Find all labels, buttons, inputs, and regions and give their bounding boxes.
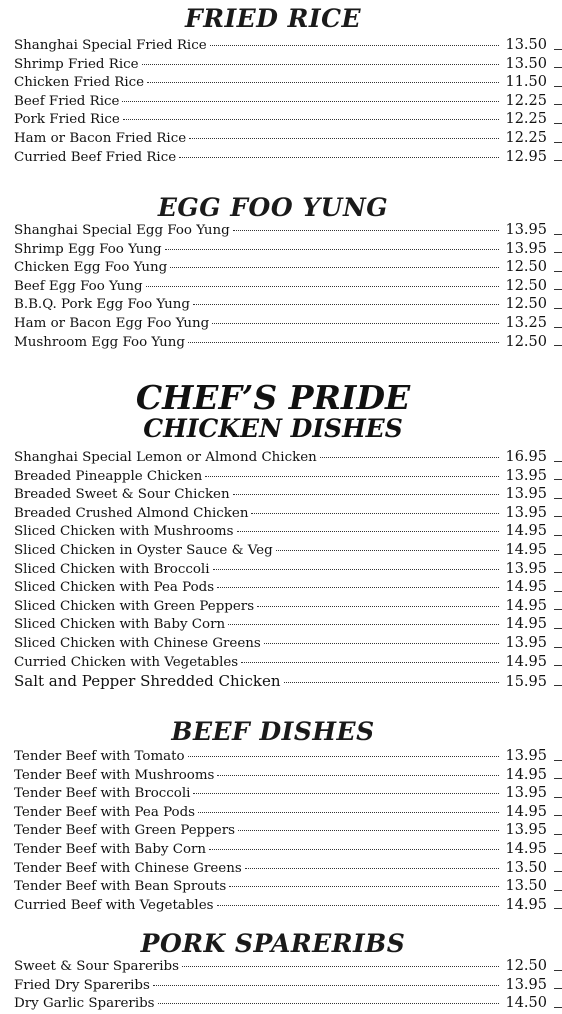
- item-name: Breaded Pineapple Chicken: [14, 468, 203, 484]
- section-chefs-pride: [14, 378, 562, 691]
- dot-leader: [182, 966, 499, 967]
- item-price: 12.50: [505, 958, 547, 974]
- item-name: Curried Beef with Vegetables: [14, 897, 214, 913]
- item-name: Tender Beef with Bean Sprouts: [14, 879, 227, 895]
- price-tick: [554, 515, 562, 517]
- dot-leader: [320, 457, 499, 458]
- menu-item: [14, 504, 562, 523]
- menu-item: [14, 994, 562, 1013]
- dot-leader: [198, 812, 499, 813]
- menu-item: [14, 671, 562, 691]
- price-tick: [554, 777, 562, 779]
- item-price: 13.95: [505, 222, 547, 238]
- menu-item: [14, 258, 562, 277]
- menu-item: [14, 314, 562, 333]
- dot-leader: [179, 157, 499, 158]
- price-tick: [554, 987, 562, 989]
- item-name: Tender Beef with Mushrooms: [14, 767, 215, 783]
- dot-leader: [142, 64, 499, 65]
- price-tick: [554, 759, 562, 761]
- dot-leader: [170, 267, 499, 268]
- price-tick: [554, 870, 562, 872]
- dot-leader: [233, 230, 499, 231]
- item-price: 14.95: [505, 541, 547, 558]
- item-name: Beef Fried Rice: [14, 93, 120, 109]
- dot-leader: [165, 249, 499, 250]
- price-tick: [554, 307, 562, 309]
- item-name: Salt and Pepper Shredded Chicken: [14, 672, 281, 691]
- price-tick: [554, 814, 562, 816]
- menu-item: [14, 448, 562, 467]
- price-tick: [554, 969, 562, 971]
- item-price: 12.50: [505, 277, 547, 294]
- price-tick: [554, 270, 562, 272]
- dot-leader: [188, 342, 499, 343]
- item-name: Mushroom Egg Foo Yung: [14, 334, 185, 350]
- dot-leader: [193, 304, 499, 305]
- item-list: [14, 957, 562, 1013]
- section-fried-rice: [14, 6, 562, 166]
- dot-leader: [158, 1003, 499, 1004]
- menu-item: [14, 877, 562, 896]
- dot-leader: [233, 494, 499, 495]
- item-name: Shanghai Special Egg Foo Yung: [14, 223, 230, 238]
- item-price: 13.50: [505, 878, 547, 895]
- dot-leader: [205, 476, 499, 477]
- menu-item: [14, 747, 562, 766]
- item-price: 14.95: [505, 597, 547, 614]
- dot-leader: [188, 756, 499, 757]
- item-name: Fried Dry Spareribs: [14, 977, 150, 993]
- price-tick: [554, 571, 562, 573]
- menu-item: [14, 467, 562, 486]
- section-pork-spareribs: [14, 931, 562, 1013]
- item-name: Curried Chicken with Vegetables: [14, 654, 239, 670]
- item-name: Tender Beef with Tomato: [14, 749, 185, 764]
- item-name: Dry Garlic Spareribs: [14, 996, 155, 1012]
- price-tick: [554, 608, 562, 610]
- item-price: 12.50: [505, 296, 547, 313]
- item-name: Shanghai Special Lemon or Almond Chicken: [14, 450, 317, 465]
- item-name: B.B.Q. Pork Egg Foo Yung: [14, 297, 190, 313]
- dot-leader: [153, 985, 499, 986]
- price-tick: [554, 122, 562, 124]
- item-price: 13.95: [505, 748, 547, 764]
- price-tick: [554, 889, 562, 891]
- menu-item: [14, 634, 562, 653]
- item-name: Tender Beef with Chinese Greens: [14, 860, 242, 876]
- item-price: 13.95: [505, 467, 547, 484]
- price-tick: [554, 627, 562, 629]
- menu-item: [14, 784, 562, 803]
- menu-item: [14, 240, 562, 259]
- price-tick: [554, 251, 562, 253]
- menu-item: [14, 221, 562, 240]
- price-tick: [554, 159, 562, 161]
- price-tick: [554, 1006, 562, 1008]
- dot-leader: [257, 606, 499, 607]
- menu-item: [14, 295, 562, 314]
- price-tick: [554, 534, 562, 536]
- section-title: PORK SPARERIBS: [140, 929, 406, 958]
- dot-leader: [193, 793, 499, 794]
- item-name: Shrimp Fried Rice: [14, 56, 139, 72]
- section-title: BEEF DISHES: [171, 717, 375, 746]
- dot-leader: [217, 775, 499, 776]
- item-price: 16.95: [505, 449, 547, 465]
- menu-item: [14, 560, 562, 579]
- item-price: 12.50: [505, 259, 547, 276]
- item-price: 13.95: [505, 976, 547, 993]
- dot-leader: [237, 531, 500, 532]
- dot-leader: [238, 830, 499, 831]
- menu-item: [14, 129, 562, 148]
- item-price: 14.95: [505, 616, 547, 633]
- item-price: 12.25: [505, 92, 547, 109]
- item-price: 13.95: [505, 486, 547, 503]
- item-name: Sliced Chicken in Oyster Sauce & Veg: [14, 542, 273, 558]
- dot-leader: [122, 101, 499, 102]
- menu-item: [14, 859, 562, 878]
- dot-leader: [229, 886, 499, 887]
- dot-leader: [213, 569, 500, 570]
- item-name: Shrimp Egg Foo Yung: [14, 241, 162, 257]
- price-tick: [554, 66, 562, 68]
- dot-leader: [146, 286, 499, 287]
- item-price: 11.50: [505, 74, 547, 91]
- item-name: Sliced Chicken with Green Peppers: [14, 598, 255, 614]
- item-name: Breaded Crushed Almond Chicken: [14, 505, 249, 521]
- section-beef-dishes: [14, 719, 562, 914]
- item-price: 13.95: [505, 504, 547, 521]
- price-tick: [554, 796, 562, 798]
- item-price: 14.95: [505, 523, 547, 540]
- item-price: 13.95: [505, 240, 547, 257]
- item-list: [14, 221, 562, 351]
- price-tick: [554, 141, 562, 143]
- menu-item: [14, 653, 562, 672]
- item-price: 14.95: [505, 579, 547, 596]
- price-tick: [554, 460, 562, 462]
- price-tick: [554, 646, 562, 648]
- menu-item: [14, 766, 562, 785]
- dot-leader: [209, 849, 499, 850]
- menu-item: [14, 73, 562, 92]
- menu-item: [14, 36, 562, 55]
- dot-leader: [123, 119, 499, 120]
- item-name: Curried Beef Fried Rice: [14, 149, 177, 165]
- price-tick: [554, 103, 562, 105]
- dot-leader: [189, 138, 499, 139]
- item-price: 12.25: [505, 129, 547, 146]
- menu-item: [14, 110, 562, 129]
- price-tick: [554, 590, 562, 592]
- price-tick: [554, 478, 562, 480]
- chicken-dishes-title: CHICKEN DISHES: [143, 414, 403, 443]
- dot-leader: [241, 662, 499, 663]
- menu-item: [14, 92, 562, 111]
- price-tick: [554, 48, 562, 50]
- price-tick: [554, 233, 562, 235]
- item-name: Sweet & Sour Spareribs: [14, 959, 179, 974]
- item-name: Sliced Chicken with Chinese Greens: [14, 635, 261, 651]
- item-price: 13.95: [505, 785, 547, 802]
- item-list: [14, 448, 562, 691]
- chefs-pride-title: CHEF’S PRIDE: [135, 378, 411, 417]
- item-price: 13.25: [505, 314, 547, 331]
- item-name: Sliced Chicken with Pea Pods: [14, 580, 215, 596]
- menu-item: [14, 333, 562, 352]
- menu-item: [14, 896, 562, 915]
- dot-leader: [245, 868, 499, 869]
- item-name: Pork Fried Rice: [14, 112, 120, 128]
- menu-item: [14, 55, 562, 74]
- menu-item: [14, 541, 562, 560]
- item-price: 13.50: [505, 859, 547, 876]
- item-price: 12.50: [505, 333, 547, 350]
- item-name: Tender Beef with Pea Pods: [14, 804, 196, 820]
- item-price: 13.50: [505, 55, 547, 72]
- price-tick: [554, 852, 562, 854]
- item-name: Tender Beef with Broccoli: [14, 786, 191, 802]
- menu-item: [14, 803, 562, 822]
- section-title: EGG FOO YUNG: [157, 193, 389, 222]
- item-name: Chicken Fried Rice: [14, 75, 145, 91]
- section-egg-foo-yung: [14, 195, 562, 351]
- item-price: 14.95: [505, 766, 547, 783]
- item-name: Ham or Bacon Fried Rice: [14, 130, 187, 146]
- menu-item: [14, 615, 562, 634]
- item-price: 13.95: [505, 634, 547, 651]
- item-name: Sliced Chicken with Broccoli: [14, 561, 210, 577]
- dot-leader: [212, 323, 499, 324]
- item-name: Sliced Chicken with Baby Corn: [14, 617, 226, 633]
- item-name: Chicken Egg Foo Yung: [14, 260, 168, 276]
- item-price: 14.50: [505, 995, 547, 1012]
- item-price: 13.95: [505, 560, 547, 577]
- price-tick: [554, 85, 562, 87]
- dot-leader: [251, 513, 499, 514]
- item-list: [14, 747, 562, 914]
- menu-item: [14, 277, 562, 296]
- price-tick: [554, 664, 562, 666]
- dot-leader: [228, 624, 499, 625]
- item-price: 13.95: [505, 822, 547, 839]
- price-tick: [554, 326, 562, 328]
- dot-leader: [276, 550, 499, 551]
- price-tick: [554, 907, 562, 909]
- menu-item: [14, 148, 562, 167]
- dot-leader: [264, 643, 499, 644]
- dot-leader: [284, 682, 500, 683]
- item-list: [14, 36, 562, 166]
- item-price: 12.25: [505, 111, 547, 128]
- price-tick: [554, 288, 562, 290]
- dot-leader: [217, 905, 500, 906]
- item-name: Tender Beef with Baby Corn: [14, 841, 207, 857]
- price-tick: [554, 833, 562, 835]
- item-name: Breaded Sweet & Sour Chicken: [14, 487, 230, 503]
- section-title: FRIED RICE: [184, 4, 362, 33]
- dot-leader: [147, 82, 499, 83]
- item-name: Tender Beef with Green Peppers: [14, 823, 236, 839]
- price-tick: [554, 344, 562, 346]
- item-name: Sliced Chicken with Mushrooms: [14, 524, 234, 540]
- item-price: 14.95: [505, 803, 547, 820]
- price-tick: [554, 553, 562, 555]
- dot-leader: [210, 45, 499, 46]
- item-price: 14.95: [505, 840, 547, 857]
- price-tick: [554, 497, 562, 499]
- item-price: 15.95: [505, 674, 547, 691]
- menu-item: [14, 597, 562, 616]
- menu-item: [14, 485, 562, 504]
- menu-item: [14, 578, 562, 597]
- item-name: Beef Egg Foo Yung: [14, 278, 143, 294]
- item-price: 12.95: [505, 148, 547, 165]
- menu-item: [14, 821, 562, 840]
- item-price: 13.50: [505, 37, 547, 53]
- menu-item: [14, 957, 562, 976]
- menu-item: [14, 840, 562, 859]
- item-price: 14.95: [505, 653, 547, 670]
- item-price: 14.95: [505, 896, 547, 913]
- price-tick: [554, 684, 562, 686]
- item-name: Ham or Bacon Egg Foo Yung: [14, 315, 210, 331]
- item-name: Shanghai Special Fried Rice: [14, 38, 207, 53]
- dot-leader: [217, 587, 499, 588]
- menu-item: [14, 522, 562, 541]
- menu-item: [14, 976, 562, 995]
